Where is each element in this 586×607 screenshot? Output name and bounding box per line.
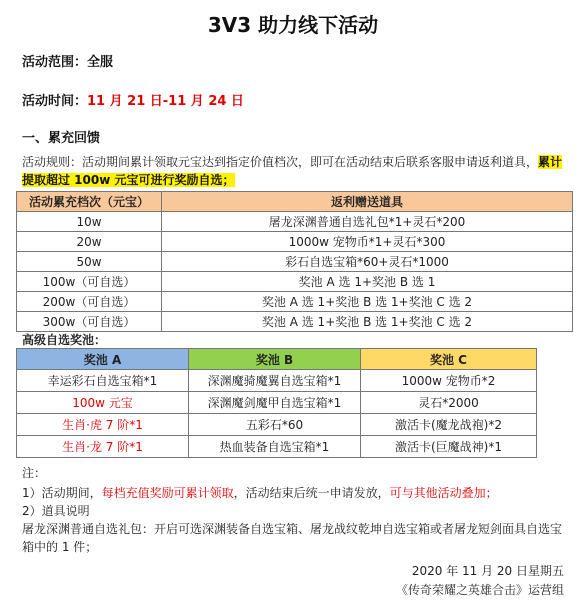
rebate-table xyxy=(16,191,573,332)
note-1 xyxy=(22,484,567,502)
rebate-tier: 200w（可自选） xyxy=(17,292,162,312)
rebate-tier: 10w xyxy=(17,212,162,232)
note-1-b: 每档充值奖励可累计领取 xyxy=(101,486,234,500)
pool-b-item: 五彩石*60 xyxy=(189,414,361,436)
page-title: 3V3 助力线下活动 xyxy=(207,13,379,37)
rebate-reward: 屠龙深渊普通自选礼包*1+灵石*200 xyxy=(162,212,573,232)
pool-c-item: 激活卡(巨魔战神)*1 xyxy=(361,436,537,458)
rebate-reward: 彩石自选宝箱*60+灵石*1000 xyxy=(162,252,573,272)
event-time xyxy=(22,90,244,109)
pool-b-item: 深渊魔剑魔甲自选宝箱*1 xyxy=(189,392,361,414)
table-row xyxy=(17,370,537,392)
signature-date: 2020 年 11 月 20 日星期五 xyxy=(411,564,564,578)
note-1-a: 1）活动期间， xyxy=(22,486,102,500)
pool-a-item: 100w 元宝 xyxy=(17,392,189,414)
event-time-value: 11 月 21 日-11 月 24 日 xyxy=(87,94,244,109)
pool-subheading: 高级自选奖池： xyxy=(22,333,107,347)
pool-c-item: 1000w 宠物币*2 xyxy=(361,370,537,392)
notes-label: 注： xyxy=(22,466,47,480)
note-1-c: ，活动结束后统一申请发放， xyxy=(233,486,390,500)
rules-highlight: 累计提取超过 100w 元宝可进行奖励自选； xyxy=(22,155,563,187)
event-scope-label: 活动范围： xyxy=(22,55,88,70)
rebate-header-tier: 活动累充档次（元宝） xyxy=(17,192,162,212)
pool-a-item: 生肖·虎 7 阶*1 xyxy=(17,414,189,436)
event-scope-value: 全服 xyxy=(87,55,114,70)
note-2: 2）道具说明 xyxy=(22,504,90,518)
rebate-reward: 1000w 宠物币*1+灵石*300 xyxy=(162,232,573,252)
pool-b-item: 热血装备自选宝箱*1 xyxy=(189,436,361,458)
pool-b-header: 奖池 B xyxy=(189,349,361,370)
rebate-reward: 奖池 A 选 1+奖池 B 选 1+奖池 C 选 2 xyxy=(162,312,573,332)
pool-a-item: 生肖·龙 7 阶*1 xyxy=(17,436,189,458)
pool-c-header: 奖池 C xyxy=(361,349,537,370)
rules-body: 活动规则：活动期间累计领取元宝达到指定价值档次，即可在活动结束后联系客服申请返利道具， xyxy=(22,155,539,169)
table-row xyxy=(17,272,573,292)
rebate-reward: 奖池 A 选 1+奖池 B 选 1 xyxy=(162,272,573,292)
note-1-d: 可与其他活动叠加； xyxy=(389,486,498,500)
table-row xyxy=(17,252,573,272)
note-3: 屠龙深渊普通自选礼包：开启可选深渊装备自选宝箱、屠龙战纹乾坤自选宝箱或者屠龙短剑面具自选宝箱中的 1 件； xyxy=(22,522,563,554)
pool-a-header: 奖池 A xyxy=(17,349,189,370)
pool-c-item: 灵石*2000 xyxy=(361,392,537,414)
pool-c-item: 激活卡(魔龙战袍)*2 xyxy=(361,414,537,436)
event-time-label: 活动时间： xyxy=(22,94,88,109)
rebate-reward: 奖池 A 选 1+奖池 B 选 1+奖池 C 选 2 xyxy=(162,292,573,312)
table-row xyxy=(17,436,537,458)
pool-table xyxy=(16,348,537,458)
rules-text xyxy=(22,153,567,189)
table-row xyxy=(17,312,573,332)
rebate-tier: 300w（可自选） xyxy=(17,312,162,332)
table-row xyxy=(17,292,573,312)
event-scope xyxy=(22,51,113,70)
signature-org: 《传奇荣耀之英雄合击》运营组 xyxy=(395,583,564,597)
pool-a-item: 幸运彩石自选宝箱*1 xyxy=(17,370,189,392)
table-row xyxy=(17,392,537,414)
pool-b-item: 深渊魔骑魔翼自选宝箱*1 xyxy=(189,370,361,392)
rebate-tier: 50w xyxy=(17,252,162,272)
section-heading: 一、累充回馈 xyxy=(22,131,101,146)
table-row xyxy=(17,212,573,232)
notes-section xyxy=(22,464,567,556)
table-row xyxy=(17,414,537,436)
rebate-tier: 100w（可自选） xyxy=(17,272,162,292)
rebate-header-reward: 返利赠送道具 xyxy=(162,192,573,212)
table-row xyxy=(17,232,573,252)
rebate-tier: 20w xyxy=(17,232,162,252)
